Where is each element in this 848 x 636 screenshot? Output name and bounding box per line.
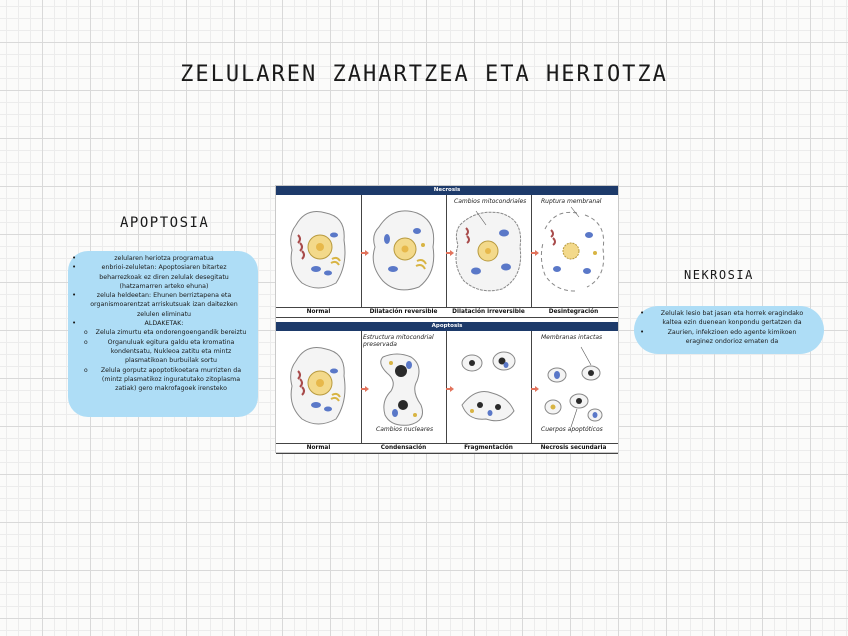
apoptosia-item: • zelularen heriotza programatua [82,254,246,263]
necrosis-caption: Dilatación reversible [369,309,438,315]
apoptosia-item: • ALDAKETAK: [82,319,246,328]
apoptosia-item: • zelula heldeetan: Ehunen berriztapena eta organismoarentzat arriskutsuak izan daitezken zelulen eliminatu [82,291,246,319]
apoptosis-bar: Apoptosis [276,322,618,331]
apoptosis-annotation: Membranas intactas [541,334,603,341]
necrosis-caption: Desintegración [548,309,599,315]
apoptosis-annotation: Cambios nucleares [376,426,434,433]
apoptosis-caption: Necrosis secundaria [540,445,607,451]
apoptosis-caption: Fragmentación [464,445,513,451]
apoptosis-captions [276,443,618,454]
nekrosia-heading: NEKROSIA [684,268,754,282]
nekrosia-bubble [634,306,824,354]
necrosis-normal-cell [276,195,362,307]
cell-death-figure [275,185,619,453]
apoptosia-item: • enbrioi-zeluletan: Apoptosiaren bitartez beharrezkoak ez diren zelulak desegitatu (hatzamarren arteko ehuna) [82,263,246,291]
necrosis-reversible-cell [361,195,447,307]
apoptosis-caption: Condensación [380,445,427,451]
apoptosia-subitem: o Organuluak egitura galdu eta kromatina kondentsatu, Nukleoa zatitu eta mintz plasmatikoan burbuilak sortu [94,338,248,366]
necrosis-bar: Necrosis [276,186,618,195]
necrosis-panel [276,186,618,316]
necrosis-disintegration-cell [531,195,616,307]
necrosis-annotation: Cambios mitocondriales [454,198,527,205]
apoptosis-normal-cell [276,331,362,443]
page-title: ZELULAREN ZAHARTZEA ETA HERIOTZA [180,62,668,87]
apoptosis-fragmentation-cell [446,331,532,443]
necrosis-annotation: Ruptura membranal [541,198,602,205]
apoptosia-subitem: o Zelula gorputz apoptotikoetara murrizten da (mintz plasmatikoz inguratutako zitoplasma zatiak) gero makrofagoek irensteko [94,366,248,394]
apoptosia-subitem: o Zelula zimurtu eta ondorengoengandik bereiztu [94,328,248,337]
necrosis-caption: Dilatación irreversible [452,309,525,315]
apoptosia-bubble [68,251,258,417]
nekrosia-item: • Zaurien, infekzioen edo agente kimikoen eraginez ondorioz ematen da [654,328,810,347]
necrosis-captions [276,307,618,318]
apoptosia-heading: APOPTOSIA [120,215,210,231]
apoptosis-annotation: Cuerpos apoptóticos [541,426,603,433]
necrosis-caption: Normal [306,309,331,315]
apoptosis-caption: Normal [306,445,331,451]
nekrosia-item: • Zelulak lesio bat jasan eta horrek eragindako kaltea ezin duenean konpondu gertatzen da [654,309,810,328]
apoptosis-annotation: Estructura mitocondrial preservada [363,334,434,348]
necrosis-irreversible-cell [446,195,532,307]
apoptosis-panel [276,322,618,452]
